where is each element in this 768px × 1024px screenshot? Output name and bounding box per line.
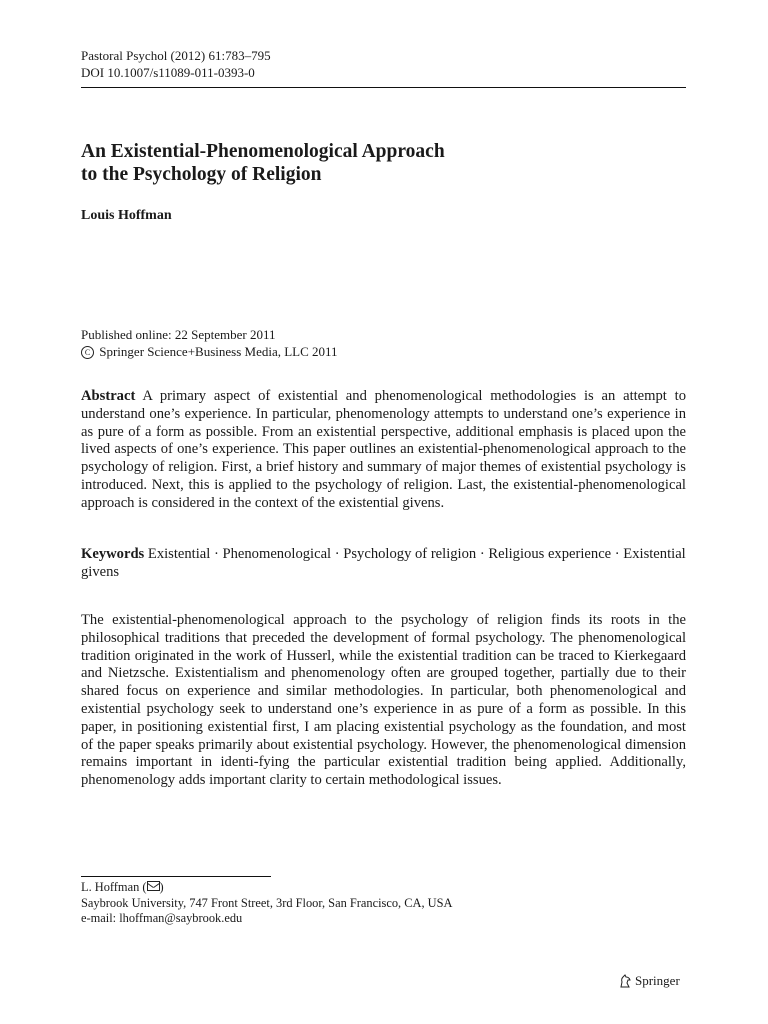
doi: DOI 10.1007/s11089-011-0393-0 xyxy=(81,65,255,80)
abstract xyxy=(81,388,686,513)
journal-citation: Pastoral Psychol (2012) 61:783–795 xyxy=(81,48,271,63)
abstract-text: A primary aspect of existential and phenomenological methodologies is an attempt to understand one’s experience. In particular, phenomenology attempts to understand one’s experience in as pure of a form as possible. From an existential perspective, additional emphasis is placed upon the lived aspects of one’s experience. This paper outlines an existential-phenomenological approach to the psychology of religion. First, a brief history and summary of major themes of existential psychology is introduced. Next, this is applied to the psychology of religion. Last, the existential-phenomenological approach is considered in the context of the existential givens. xyxy=(81,388,687,511)
published-date: Published online: 22 September 2011 xyxy=(81,327,276,342)
publisher-name: Springer xyxy=(635,973,680,988)
publication-info xyxy=(81,326,338,360)
journal-header xyxy=(81,47,271,81)
footnote-rule xyxy=(81,876,271,877)
footnote-name: L. Hoffman ( xyxy=(81,880,147,894)
title-line-2: to the Psychology of Religion xyxy=(81,164,322,185)
abstract-label: Abstract xyxy=(81,388,136,404)
footnote-name-close: ) xyxy=(159,880,164,894)
keywords-label: Keywords xyxy=(81,546,145,562)
keywords xyxy=(81,546,686,582)
article-title xyxy=(81,140,445,186)
springer-horse-icon xyxy=(619,974,632,988)
publisher-logo xyxy=(619,973,680,989)
author-name: Louis Hoffman xyxy=(81,208,172,223)
keywords-text: Existential · Phenomenological · Psychology of religion · Religious experience · Existential givens xyxy=(81,546,686,580)
envelope-icon xyxy=(147,881,160,891)
copyright-icon: C xyxy=(81,346,94,359)
title-line-1: An Existential-Phenomenological Approach xyxy=(81,141,445,162)
copyright-line xyxy=(81,343,338,360)
affiliation: Saybrook University, 747 Front Street, 3rd Floor, San Francisco, CA, USA xyxy=(81,895,453,910)
header-rule xyxy=(81,87,686,88)
body-paragraph: The existential-phenomenological approach to the psychology of religion finds its roots in the philosophical traditions that preceded the development of formal psychology. The phenomenological tradition originated in the work of Husserl, while the existential tradition can be traced to Kierkegaard and Nietzsche. Existentialism and phenomenology often are grouped together, partially due to their shared focus on experience and similar methodologies. In particular, both phenomenological and existential psychology seek to understand one’s experience in as pure of a form as possible. In this paper, in positioning existential first, I am placing existential psychology as the foundation, and most of the paper speaks primarily about existential psychology. However, the phenomenological dimension remains important in identi-fying the particular existential tradition being applied. Additionally, phenomenology adds important clarity to certain methodological issues. xyxy=(81,612,686,789)
footnote-name-line xyxy=(81,880,452,896)
copyright-text: Springer Science+Business Media, LLC 2011 xyxy=(99,344,338,359)
author-footnote xyxy=(81,880,452,927)
author-email[interactable]: e-mail: lhoffman@saybrook.edu xyxy=(81,911,243,925)
